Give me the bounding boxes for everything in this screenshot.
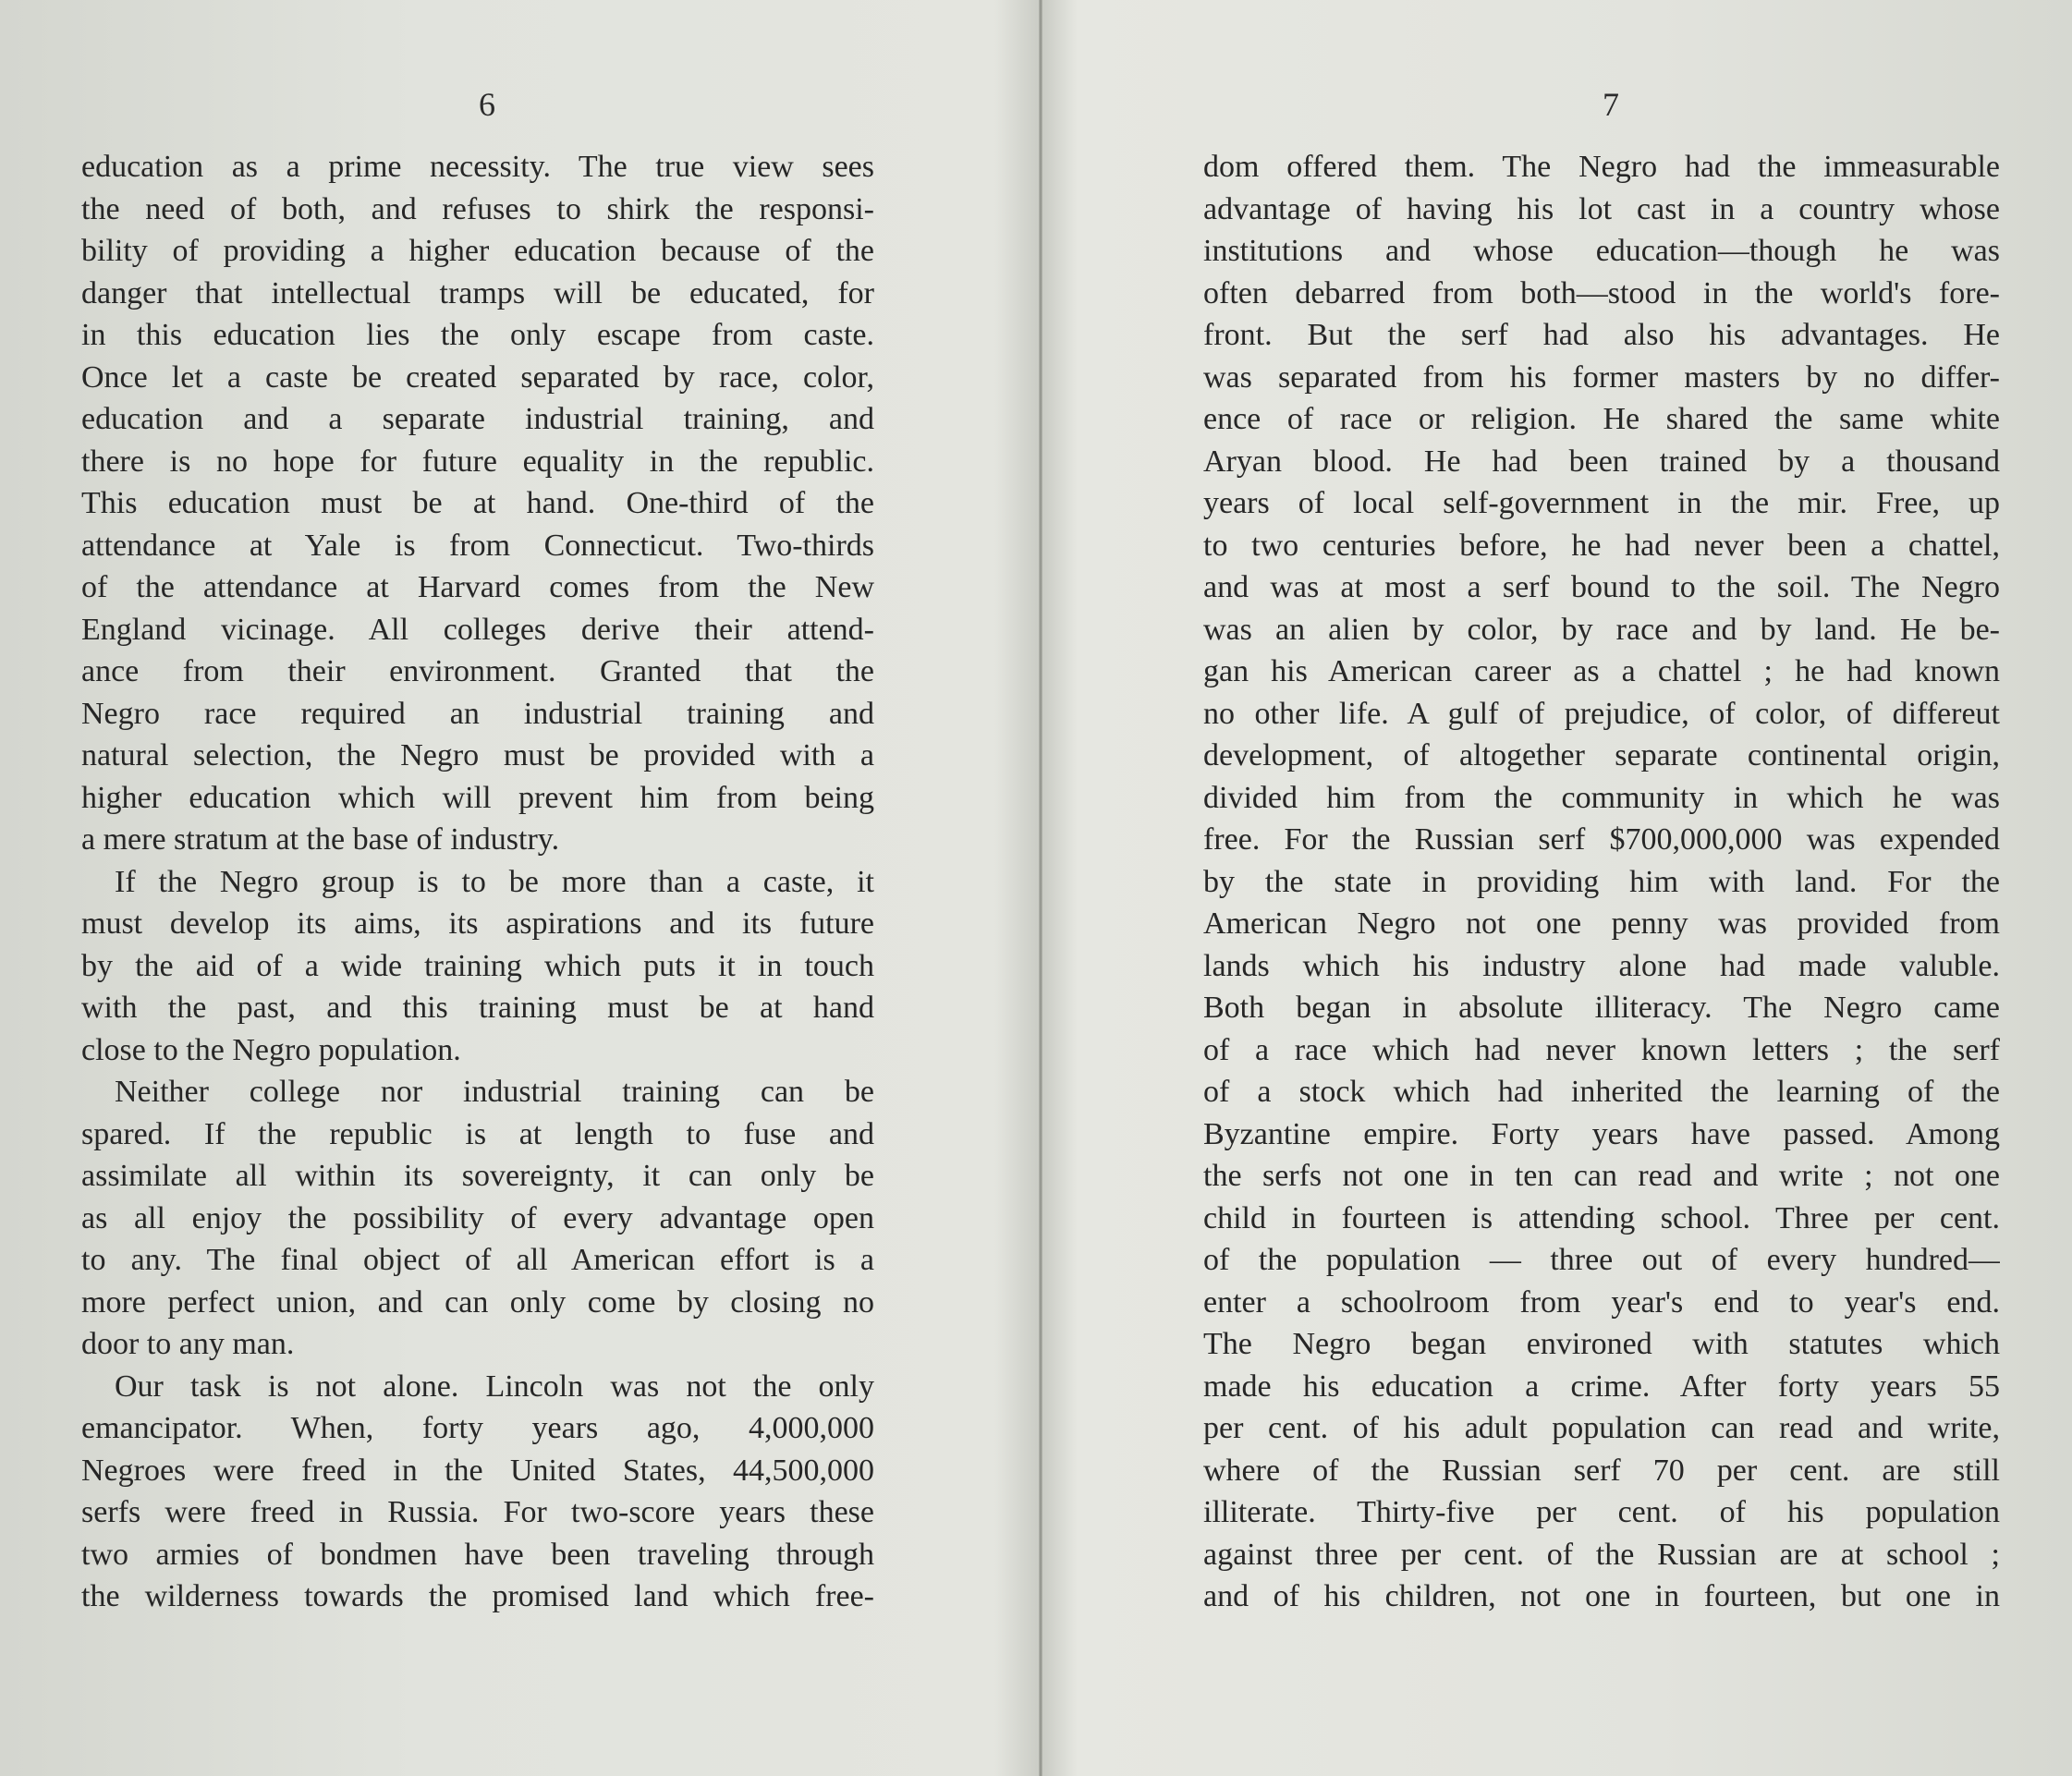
text-line: education and a separate industrial training, and: [81, 402, 874, 436]
text-line: development, of altogether separate continental origin,: [1203, 738, 2000, 772]
text-line: against three per cent. of the Russian are at school ;: [1203, 1537, 2000, 1572]
text-line: door to any man.: [81, 1327, 295, 1361]
text-line: advantage of having his lot cast in a country whose: [1203, 191, 2000, 226]
text-line: close to the Negro population.: [81, 1032, 461, 1067]
text-line: The Negro began environed with statutes which: [1203, 1327, 2000, 1361]
text-line: dom offered them. The Negro had the immeasurable: [1203, 150, 2000, 184]
text-line: the serfs not one in ten can read and write ; not one: [1203, 1159, 2000, 1193]
text-line: Aryan blood. He had been trained by a thousand: [1203, 444, 2000, 479]
text-line: no other life. A gulf of prejudice, of color, of differeut: [1203, 696, 2000, 731]
text-line: higher education which will prevent him from being: [81, 780, 874, 815]
text-line: child in fourteen is attending school. Three per cent.: [1203, 1200, 2000, 1235]
text-line: the wilderness towards the promised land which free-: [81, 1579, 874, 1613]
text-line: to two centuries before, he had never been a chattel,: [1203, 528, 2000, 563]
text-line: there is no hope for future equality in the republic.: [81, 444, 874, 479]
text-line: England vicinage. All colleges derive their attend-: [81, 612, 874, 647]
text-line: divided him from the community in which he was: [1203, 780, 2000, 815]
right-page: [1042, 0, 2072, 1776]
text-line: as all enjoy the possibility of every advantage open: [81, 1200, 874, 1235]
text-line: of a race which had never known letters ; the serf: [1203, 1032, 2000, 1067]
text-line: must develop its aims, its aspirations and its future: [81, 906, 874, 941]
text-line: Both began in absolute illiteracy. The Negro came: [1203, 991, 2000, 1025]
text-line: and of his children, not one in fourteen, but one in: [1203, 1579, 2000, 1613]
text-line: attendance at Yale is from Connecticut. Two-thirds: [81, 528, 874, 563]
text-line: education as a prime necessity. The true view sees: [81, 150, 874, 184]
text-line: This education must be at hand. One-third of the: [81, 486, 874, 520]
text-line: illiterate. Thirty-five per cent. of his population: [1203, 1495, 2000, 1529]
text-line: institutions and whose education—though he was: [1203, 234, 2000, 268]
text-line: front. But the serf had also his advantages. He: [1203, 318, 2000, 352]
text-line: by the aid of a wide training which puts it in touch: [81, 948, 874, 983]
text-line: assimilate all within its sovereignty, it can only be: [81, 1159, 874, 1193]
text-line: emancipator. When, forty years ago, 4,000,000: [81, 1411, 874, 1445]
text-line: Negroes were freed in the United States, 44,500,000: [81, 1453, 874, 1488]
text-line: with the past, and this training must be at hand: [81, 991, 874, 1025]
text-line: two armies of bondmen have been traveling through: [81, 1537, 874, 1572]
text-line: of the attendance at Harvard comes from the New: [81, 570, 874, 604]
text-line: where of the Russian serf 70 per cent. are still: [1203, 1453, 2000, 1488]
text-line: in this education lies the only escape from caste.: [81, 318, 874, 352]
text-line: of the population — three out of every hundred—: [1203, 1243, 2000, 1277]
text-line: the need of both, and refuses to shirk the responsi-: [81, 191, 874, 226]
text-line: by the state in providing him with land. For the: [1203, 864, 2000, 899]
text-line: per cent. of his adult population can read and write,: [1203, 1411, 2000, 1445]
text-line: natural selection, the Negro must be provided with a: [81, 738, 874, 772]
text-line: If the Negro group is to be more than a caste, it: [115, 864, 874, 899]
page-number: 7: [1603, 86, 1619, 123]
page-text: [81, 146, 874, 1618]
page-text: [1203, 146, 2000, 1618]
text-line: American Negro not one penny was provided from: [1203, 906, 2000, 941]
text-line: Negro race required an industrial training and: [81, 696, 874, 731]
text-line: ence of race or religion. He shared the same white: [1203, 402, 2000, 436]
text-line: of a stock which had inherited the learning of the: [1203, 1075, 2000, 1109]
text-line: often debarred from both—stood in the world's fore-: [1203, 275, 2000, 310]
text-line: Neither college nor industrial training can be: [115, 1075, 874, 1109]
text-line: Our task is not alone. Lincoln was not the only: [115, 1368, 874, 1404]
text-line: enter a schoolroom from year's end to year's end.: [1203, 1284, 2000, 1320]
text-line: Byzantine empire. Forty years have passed. Among: [1203, 1116, 2000, 1151]
text-line: a mere stratum at the base of industry.: [81, 822, 560, 857]
text-line: Once let a caste be created separated by race, color,: [81, 359, 874, 395]
page-number: 6: [479, 86, 495, 123]
text-line: was separated from his former masters by no differ-: [1203, 359, 2000, 395]
text-line: years of local self-government in the mir. Free, up: [1203, 486, 2000, 520]
text-line: bility of providing a higher education because of the: [81, 234, 874, 268]
text-line: and was at most a serf bound to the soil. The Negro: [1203, 570, 2000, 604]
text-line: to any. The final object of all American effort is a: [81, 1243, 874, 1277]
text-line: gan his American career as a chattel ; he had known: [1203, 654, 2000, 688]
text-line: more perfect union, and can only come by closing no: [81, 1284, 874, 1320]
text-line: made his education a crime. After forty years 55: [1203, 1368, 2000, 1404]
text-line: was an alien by color, by race and by land. He be-: [1203, 612, 2000, 647]
text-line: free. For the Russian serf $700,000,000 was expended: [1203, 822, 2000, 857]
text-line: serfs were freed in Russia. For two-score years these: [81, 1495, 874, 1529]
text-line: lands which his industry alone had made valuble.: [1203, 948, 2000, 983]
text-line: spared. If the republic is at length to fuse and: [81, 1116, 874, 1151]
text-line: ance from their environment. Granted that the: [81, 654, 874, 688]
text-line: danger that intellectual tramps will be educated, for: [81, 275, 874, 310]
